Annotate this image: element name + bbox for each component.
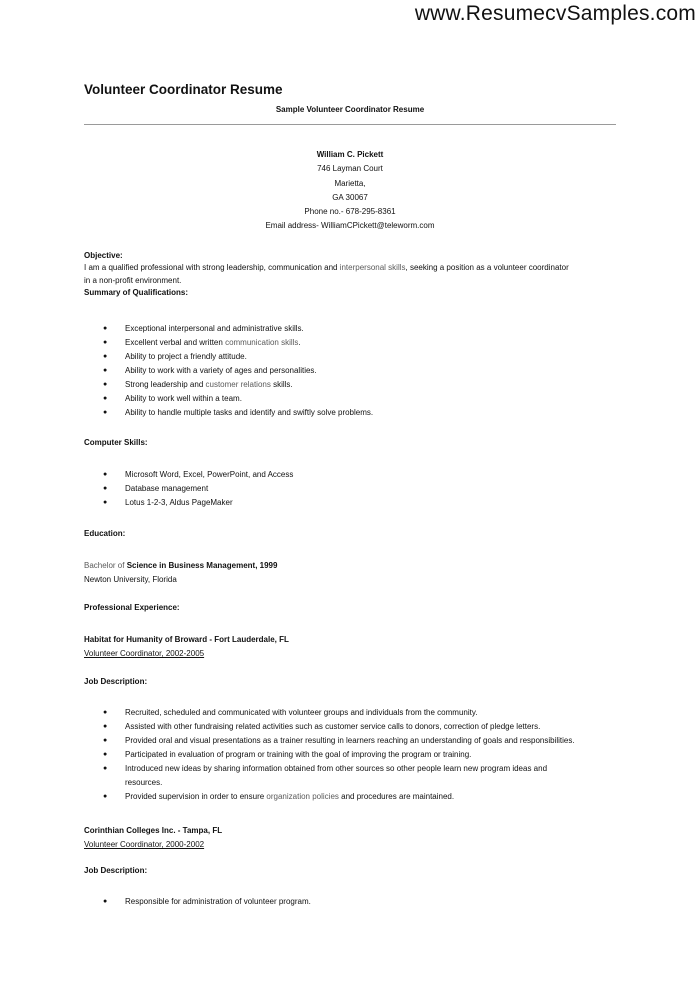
list-item: [84, 378, 624, 392]
contact-name: William C. Pickett: [316, 150, 384, 159]
job1-desc-heading-wrap: [84, 677, 624, 686]
objective-text-a: I am a qualified professional with strong leadership, communication and: [84, 263, 340, 272]
communication-skills-link[interactable]: communication skills: [225, 338, 299, 347]
contact-block: [84, 148, 616, 234]
customer-relations-link[interactable]: customer relations: [205, 380, 271, 389]
list-item-text: .: [298, 338, 301, 347]
list-item-text: Strong leadership and: [125, 380, 206, 389]
list-item-text: and procedures are maintained.: [338, 792, 455, 801]
list-item: ● Exceptional interpersonal and administrative skills.: [84, 322, 624, 336]
job2-desc: [84, 895, 624, 909]
list-item: ● Ability to work well within a team.: [84, 392, 624, 406]
resume-subtitle: Sample Volunteer Coordinator Resume: [275, 105, 425, 114]
job1-role: Volunteer Coordinator, 2002-2005: [84, 649, 205, 658]
experience-section: [84, 603, 624, 612]
objective-text: [84, 261, 624, 287]
list-item: ● Assisted with other fundraising related activities such as customer service calls to donors, correction of pledge letters.: [84, 720, 624, 734]
objective-text-c: in a non-profit environment.: [84, 276, 182, 285]
qualifications-section: [84, 322, 624, 420]
list-item: ● Ability to project a friendly attitude.: [84, 350, 624, 364]
list-item: ● Responsible for administration of volunteer program.: [84, 895, 624, 909]
computer-skills-heading: Computer Skills:: [84, 438, 148, 447]
job2-desc-list: [84, 895, 624, 909]
interpersonal-skills-link[interactable]: interpersonal skills: [339, 263, 406, 272]
title-divider: [84, 124, 616, 125]
site-watermark[interactable]: www.ResumecvSamples.com: [414, 2, 696, 25]
job1-desc: [84, 706, 624, 804]
job1-header: [84, 633, 624, 660]
list-item: [84, 336, 624, 350]
contact-phone: Phone no.- 678-295-8361: [304, 207, 396, 217]
qualifications-list: [84, 322, 624, 420]
organization-policies-link[interactable]: organization policies: [266, 792, 339, 801]
contact-city: Marietta,: [334, 178, 366, 188]
resume-title: Volunteer Coordinator Resume: [84, 82, 283, 97]
list-item: [84, 790, 624, 804]
contact-address: 746 Layman Court: [317, 164, 383, 174]
list-item-text: Provided supervision in order to ensure: [125, 792, 267, 801]
list-item: ● Database management: [84, 482, 624, 496]
education-section: [84, 529, 624, 538]
objective-heading: Objective:: [84, 251, 123, 260]
degree: [84, 559, 624, 572]
list-item-text: skills.: [270, 380, 293, 389]
job2-employer: Corinthian Colleges Inc. - Tampa, FL: [84, 826, 223, 835]
education-details: [84, 559, 624, 586]
list-item-text: Excellent verbal and written: [125, 338, 226, 347]
school: Newton University, Florida: [84, 575, 177, 584]
list-item: ● Participated in evaluation of program or training with the goal of improving the program or training.: [84, 748, 624, 762]
job2-header: [84, 824, 624, 851]
list-item: ● Ability to handle multiple tasks and identify and swiftly solve problems.: [84, 406, 624, 420]
list-item: ● Lotus 1-2-3, Aldus PageMaker: [84, 496, 624, 510]
job1-desc-heading: Job Description:: [84, 677, 148, 686]
list-item: ● Provided oral and visual presentations as a trainer resulting in learners reaching an understanding of goals and responsibilities.: [84, 734, 624, 748]
list-item: ● Recruited, scheduled and communicated with volunteer groups and individuals from the community.: [84, 706, 624, 720]
qualifications-heading: Summary of Qualifications:: [84, 288, 189, 297]
list-item: ● Ability to work with a variety of ages and personalities.: [84, 364, 624, 378]
objective-section: [84, 251, 624, 297]
list-item: [84, 762, 624, 790]
experience-heading: Professional Experience:: [84, 603, 180, 612]
computer-skills-list-wrap: [84, 468, 624, 510]
job1-employer: Habitat for Humanity of Broward - Fort Lauderdale, FL: [84, 635, 289, 644]
objective-text-b: , seeking a position as a volunteer coordinator: [405, 263, 569, 272]
job1-desc-list: [84, 706, 624, 804]
list-item-text: Introduced new ideas by sharing information obtained from other sources so other people learn new program ideas and: [125, 764, 548, 773]
degree-prefix: Bachelor of: [84, 561, 127, 570]
computer-skills-section: [84, 438, 624, 447]
education-heading: Education:: [84, 529, 126, 538]
degree-name: Science in Business Management, 1999: [126, 561, 278, 570]
job2-desc-heading: Job Description:: [84, 866, 148, 875]
list-item: ● Microsoft Word, Excel, PowerPoint, and Access: [84, 468, 624, 482]
computer-skills-list: [84, 468, 624, 510]
list-item-text: resources.: [125, 778, 163, 787]
contact-email: Email address- WilliamCPickett@teleworm.com: [265, 221, 435, 231]
job2-role: Volunteer Coordinator, 2000-2002: [84, 840, 205, 849]
contact-state-zip: GA 30067: [332, 192, 368, 202]
job2-desc-heading-wrap: [84, 866, 624, 875]
